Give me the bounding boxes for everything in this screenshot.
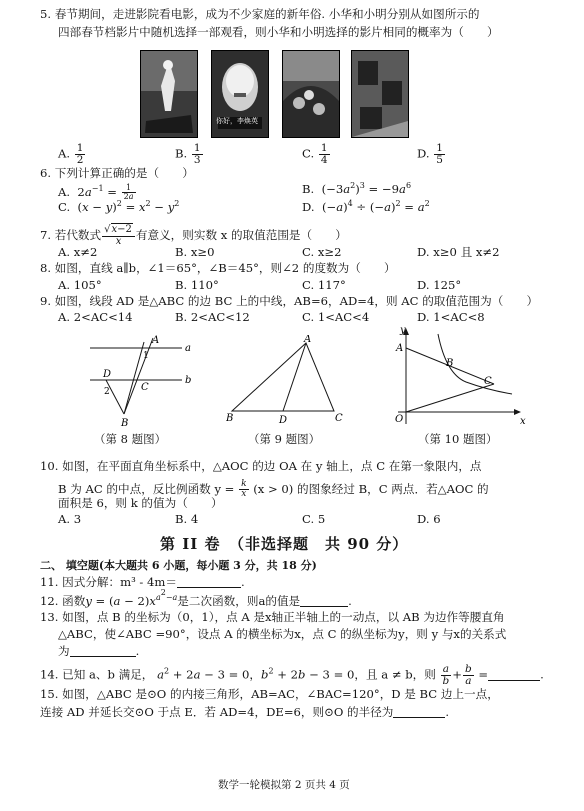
figure-10 [390,326,530,428]
q5-option-a[interactable] [58,143,86,166]
q6-option-a[interactable]: A. $2a^{-1}$ = $\frac{1}{2a}$ [58,183,134,202]
q6-b-label: B. [302,182,315,196]
q7-option-c[interactable]: C. x≥2 [302,245,342,259]
q6-d-label: D. [302,200,315,214]
part2-title: 第 II 卷 （非选择题 共 90 分） [160,535,409,553]
label-C: C [141,382,149,393]
q7-option-d[interactable]: D. x≥0 且 x≠2 [417,245,500,259]
q5-d-frac [434,143,445,166]
q6-a-frac: $\frac{1}{2a}$ [123,183,134,202]
q10-k-frac: $\frac{k}{x}$ [241,479,247,500]
triangle-abc [232,343,334,411]
q10-option-b[interactable]: B. 4 [175,512,199,526]
poster-3 [282,50,340,138]
label-y: y [400,326,406,336]
segment-ab [124,338,153,414]
label-B: B [446,358,454,369]
caption-fig10: （第 10 题图） [418,432,498,446]
q6-option-d[interactable]: D. $(-a)^4 \div (-a)^2 = a^2$ [302,199,430,214]
q6-option-b[interactable]: B. $(-3a^2)^3 = -9a^6$ [302,181,412,196]
q12-answer-blank[interactable] [300,595,348,607]
q5-d-label: D. [417,146,430,161]
q5-b-frac [192,143,203,166]
label-A: A [152,335,160,346]
q5-d-den: 5 [436,154,443,167]
q15-line1: 15. 如图，△ABC 是⊙O 的内接三角形，AB=AC，∠BAC=120°，D 是 BC 边上一点， [40,687,499,701]
q5-a-num: 1 [76,142,84,154]
q12: 12. 函数$y = (a - 2)x^{a^2-a}$是二次函数，则a的值是 . [40,588,352,608]
q8-option-b[interactable]: B. 110° [175,278,219,292]
q10-line3: 面积是 6，则 k 的值为（ ） [58,496,223,510]
q9-option-b[interactable]: B. 2<AC<12 [175,310,250,324]
q5-option-c[interactable] [302,143,331,166]
q11-answer-blank[interactable] [177,576,241,588]
q9-stem: 9. 如图，线段 AD 是△ABC 的边 BC 上的中线，AB=6，AD=4，则 AC 的取值范围为（ ） [40,294,539,308]
q7-prefix: 7. 若代数式 [40,228,102,242]
q5-number: 5. [40,7,52,21]
q11-text: 11. 因式分解：m³ - 4m＝ [40,575,177,589]
q6-option-c[interactable]: C. $(x - y)^2 = x^2 - y^2$ [58,199,180,214]
poster-2 [211,50,269,138]
q10-option-a[interactable]: A. 3 [58,512,82,526]
label-D: D [103,369,112,380]
q14-post: ，且 a ≠ b，则 [354,667,436,682]
q9-option-c[interactable]: C. 1<AC<4 [302,310,370,324]
label-B: B [121,418,129,429]
q10-option-d[interactable]: D. 6 [417,512,441,526]
q9-option-d[interactable]: D. 1<AC<8 [417,310,485,324]
q10-option-c[interactable]: C. 5 [302,512,326,526]
q7-stem [40,225,347,247]
q7-option-b[interactable]: B. x≥0 [175,245,215,259]
q11: 11. 因式分解：m³ - 4m＝ . [40,575,245,589]
x-axis-arrow [514,409,521,415]
figure-9 [226,335,352,425]
q12-pre: 12. 函数 [40,594,86,608]
label-A: A [304,335,312,345]
q8-stem: 8. 如图，直线 a∥b，∠1＝65°，∠B＝45°，则∠2 的度数为（ ） [40,261,396,275]
q15-l2-text: 连接 AD 并延长交⊙O 于点 E．若 AD=4，DE=6，则⊙O 的半径为 [40,705,394,719]
q5-c-num: 1 [320,142,328,154]
q7-option-a[interactable]: A. x≠2 [58,245,98,259]
q14-pre: 14. 已知 a、b 满足， [40,667,154,682]
q14: 14. 已知 a、b 满足， $a^2 + 2a - 3 = 0$，$b^2 + 2b - 3 = 0$，且 a ≠ b，则 $\frac{a}{b}$ + $\frac{b}{a}$ = . [40,663,544,688]
q6-a-label: A. [58,184,71,199]
caption-fig9: （第 9 题图） [248,432,321,446]
figure-8 [86,330,196,430]
q7-frac: $\frac{√x-2}{x}$ [102,225,135,247]
q5-option-d[interactable] [417,143,446,166]
q10-line2-post: (x > 0) 的图象经过 B，C 两点．若△AOC 的 [253,481,489,496]
poster-1 [140,50,198,138]
label-C: C [484,376,492,387]
q5-option-b[interactable] [175,143,204,166]
label-B: B [226,413,234,424]
q14-frac-ba: $\frac{b}{a}$ [464,663,472,688]
q8-option-c[interactable]: C. 117° [302,278,346,292]
q5-line2: 四部春节档影片中随机选择一部观看，则小华和小明选择的影片相同的概率为（ ） [58,25,499,39]
q10-line2-pre: B 为 AC 的中点，反比例函数 y = [58,481,235,496]
label-D: D [279,415,288,425]
segment-oc [406,384,494,412]
q5-a-den: 2 [76,154,84,167]
label-C: C [335,413,343,424]
q15-answer-blank[interactable] [393,706,445,718]
poster-4 [351,50,409,138]
label-O: O [395,414,404,425]
q10-line1: 10. 如图，在平面直角坐标系中，△AOC 的边 OA 在 y 轴上，点 C 在第一象限内，点 [40,459,482,473]
page-footer: 数学一轮模拟第 2 页共 4 页 [218,779,350,791]
label-b: b [185,375,192,386]
q15-line2: 连接 AD 并延长交⊙O 于点 E．若 AD=4，DE=6，则⊙O 的半径为 . [40,705,450,719]
q8-option-a[interactable]: A. 105° [58,278,102,292]
q6-stem: 6. 下列计算正确的是（ ） [40,166,194,180]
q12-post: 是二次函数，则a的值是 [177,594,301,608]
label-A: A [396,343,404,354]
q5-a-label: A. [58,146,71,161]
section2-heading: 二、 填空题(本大题共 6 小题，每小题 3 分，共 18 分) [40,559,317,572]
q5-a-frac [75,143,86,166]
q5-b-label: B. [175,146,188,161]
label-a: a [185,343,191,354]
q5-c-label: C. [302,146,315,161]
q5-text: 春节期间，走进影院看电影，成为不少家庭的新年俗. 小华和小明分别从如图所示的 [54,7,480,21]
q5-line1 [40,9,480,21]
q5-d-num: 1 [436,142,443,154]
caption-fig8: （第 8 题图） [94,432,167,446]
label-x: x [520,416,526,427]
q5-b-den: 3 [193,154,201,167]
q5-c-den: 4 [320,154,328,167]
label-angle-1: 1 [143,351,149,361]
segment-ac [124,342,144,414]
q5-c-frac [319,143,330,166]
q13-line1: 13. 如图，点 B 的坐标为（0，1），点 A 是x轴正半轴上的一动点，以 AB 为边作等腰直角 [40,610,505,624]
q13-line3: 为 . [58,644,140,658]
poster-2-title: 你好，李焕英 [216,117,258,125]
q14-answer-blank[interactable] [488,669,540,681]
q6-c-label: C. [58,200,71,214]
q7-suffix: 有意义，则实数 x 的取值范围是（ ） [135,228,347,242]
segment-db [106,380,124,414]
q14-frac-ab: $\frac{a}{b}$ [442,663,450,688]
q13-line2: △ABC，使∠ABC =90°，设点 A 的横坐标为x，点 C 的纵坐标为y，则 y 与x的关系式 [58,627,507,641]
q9-option-a[interactable]: A. 2<AC<14 [58,310,133,324]
q8-option-d[interactable]: D. 125° [417,278,462,292]
label-angle-2: 2 [104,387,110,397]
q13-l3-text: 为 [58,644,70,658]
q5-b-num: 1 [193,142,201,154]
q13-answer-blank[interactable] [70,645,136,657]
